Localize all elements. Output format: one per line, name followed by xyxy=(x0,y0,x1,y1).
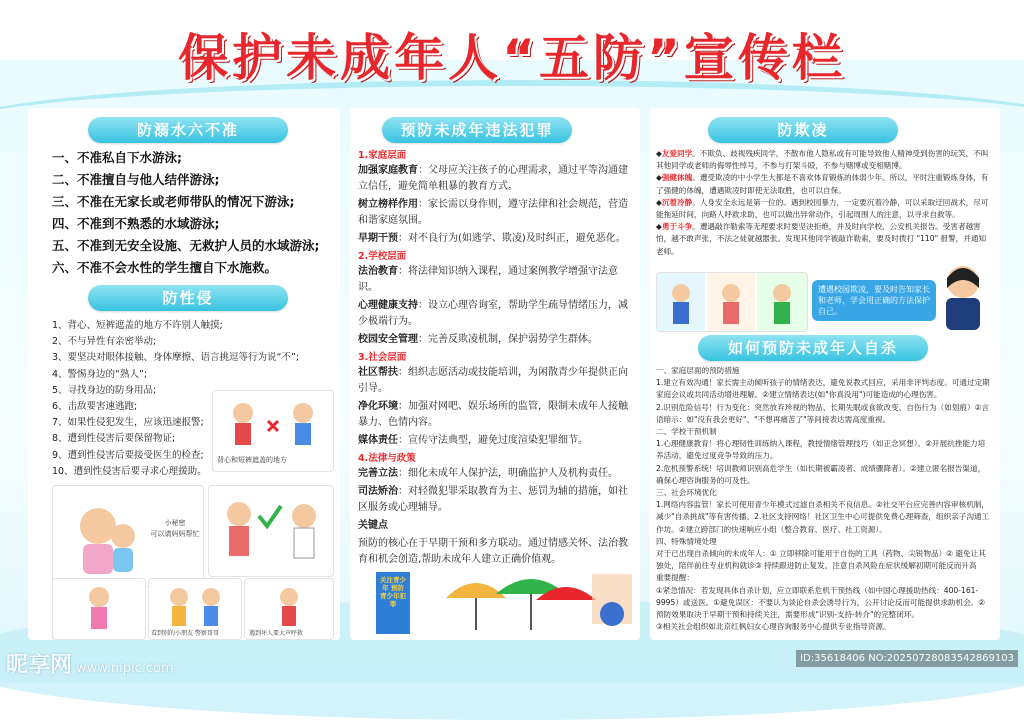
paragraph: 净化环境：加强对网吧、娱乐场所的监管，限制未成年人接触暴力、色情内容。 xyxy=(358,401,628,428)
drown-item: 二、不准擅自与他人结伴游泳; xyxy=(52,172,220,187)
assault-item: 5、寻找身边的防身用品; xyxy=(52,384,157,396)
illustration-secret xyxy=(52,485,204,587)
drown-section-title: 防溺水六不准 xyxy=(88,117,288,143)
assault-item: 4、警惕身边的“熟人”; xyxy=(52,368,148,380)
suicide-line: 对于已出现自杀倾向的未成年人：① 立即移除可能用于自伤的工具（药物、尖锐物品）② 避免让其独处，陪伴前往专业机构就诊③ 持续跟进防止复发，注意自杀风险在症状缓解初期可能反而升高 xyxy=(656,549,986,571)
watermark-id: ID:35618406 NO:20250728083542869103 xyxy=(796,650,1018,667)
page-title: 保护未成年人“五防”宣传栏 xyxy=(178,29,846,87)
closing-paragraph: 预防的核心在于早期干预和多方联动。通过情感关怀、法治教育和机会创造,帮助未成年人建立正确价值观。 xyxy=(358,538,628,565)
illustration-bully-comic xyxy=(656,272,808,332)
assault-section-title: 防性侵 xyxy=(88,285,288,311)
paragraph: 完善立法：细化未成年人保护法，明确监护人及机构责任。 xyxy=(358,468,618,479)
bully-item: ◆勇于斗争。遭遇敲诈勒索等无理要求时要坚决拒绝，并及时向学校、公安机关报告。受害者越害怕，越不敢声张，不法之徒就越嚣张。发现其他同学被敲诈勒索，要及时拨打 "110" 报警，并通知老师。 xyxy=(656,222,987,256)
paragraph: 树立榜样作用：家长需以身作则，遵守法律和社会规范，营造和谐家庭氛围。 xyxy=(358,199,628,226)
cartoon-child-icon xyxy=(53,579,145,639)
teacher-icon xyxy=(932,258,994,330)
drown-item: 六、不准不会水性的学生擅自下水施救。 xyxy=(52,260,278,275)
suicide-line: 三、社会环境优化 xyxy=(656,488,717,498)
bully-section-title: 防欺凌 xyxy=(708,117,898,143)
paragraph: 司法矫治：对轻微犯罪采取教育为主、惩罚为辅的措施，如社区服务或心理辅导。 xyxy=(358,486,628,513)
illustration-caption: 遇到坏人要大声呼救 xyxy=(249,630,304,637)
assault-item: 7、如果性侵犯发生，应该迅速报警; xyxy=(52,417,204,429)
bully-speech-bubble: 遭遇校园欺凌，要及时告知家长和老师，学会用正确的方法保护自己。 xyxy=(812,280,936,321)
drown-item: 三、不准在无家长或老师带队的情况下游泳; xyxy=(52,194,295,209)
suicide-line: 重要提醒： xyxy=(656,573,694,583)
cartoon-doctor-icon xyxy=(209,486,333,576)
cartoon-students-icon xyxy=(657,273,807,331)
illustration-caption: 背心和短裤遮盖的地方 xyxy=(217,456,287,464)
paragraph: 早期干预：对不良行为(如逃学、欺凌)及时纠正，避免恶化。 xyxy=(358,233,626,244)
assault-item: 3、要坚决对眼体接触、身体摩擦、语言挑逗等行为说“不”; xyxy=(52,352,300,364)
drown-item: 一、不准私自下水游泳; xyxy=(52,150,182,165)
paragraph: 媒体责任：宣传守法典型，避免过度渲染犯罪细节。 xyxy=(358,435,588,446)
suicide-line: 2.识别危险信号！行为变化：突然放弃珍视的物品、长期失眠或食欲改变、自伤行为（如划痕）②言语暗示：如"没有我会更好"、"不想再痛苦了"等间接表达需高度重视。 xyxy=(656,402,989,424)
suicide-line: 1.网络内容监管！家长可使用青少年模式过滤自杀相关不良信息。②社交平台应完善内容审核机制，减少"自杀挑战"等有害传播。2.社区支持网络！社区卫生中心可提供免费心理筛查，组织亲子沟通工作坊。②建立跨部门的快速响应小组（整合教育、医疗、社工资源）。 xyxy=(656,500,990,534)
section-heading: 2.学校层面 xyxy=(358,251,407,262)
suicide-section-title: 如何预防未成年人自杀 xyxy=(698,335,928,361)
suicide-line: ①紧急情况：若发现具体自杀计划，应立即联系危机干预热线（如中国心理援助热线：400-161-9995）或送医。①避免误区：不要认为谈论自杀会诱导行为，公开讨论反而可能提供求助机会。②预防效果取决于早期干预和持续关注，需要形成"识别-支持-转介"的完整闭环。 xyxy=(656,585,986,620)
illustration-teacher xyxy=(932,258,994,330)
paragraph: 社区帮扶：组织志愿活动或技能培训，为闲散青少年提供正向引导。 xyxy=(358,367,628,394)
illustration-umbrella-banner xyxy=(356,568,636,640)
bully-content xyxy=(656,148,990,258)
suicide-line: ③相关社会组织如北京红枫妇女心理咨询服务中心提供专业指导资源。 xyxy=(656,622,891,632)
crime-content xyxy=(358,148,634,570)
section-heading: 3.社会层面 xyxy=(358,352,407,363)
paragraph: 心理健康支持：设立心理咨询室，帮助学生疏导情绪压力，减少极端行为。 xyxy=(358,300,628,327)
suicide-line: 1.建立有效沟通！家长需主动倾听孩子的情绪表达，避免说教式回应，采用非评判态度。可通过定期家庭会议或共同活动增进理解。②建立情绪表达(如"你真没用")可能造成的心理伤害。 xyxy=(656,378,990,400)
assault-item: 6、击敌要害速逃跑; xyxy=(52,401,138,413)
drown-list xyxy=(52,147,342,279)
assault-item: 8、遭到性侵害后要保留物证; xyxy=(52,433,176,445)
illustration-police xyxy=(52,578,146,640)
suicide-content xyxy=(656,365,990,633)
paragraph: 法治教育：将法律知识纳入课程，通过案例教学增强守法意识。 xyxy=(358,266,618,293)
banner-text: 关注青少年 预防青少年犯罪 xyxy=(380,576,406,608)
suicide-line: 2.危机预警系统！培训教师识别高危学生（如长期被霸凌者、成绩骤降者）。②建立匿名报告渠道，确保心理咨询服务的可及性。 xyxy=(656,463,986,485)
watermark-logo: 昵享网 www.nipic.com xyxy=(6,653,174,678)
crime-section-title: 预防未成年违法犯罪 xyxy=(382,117,572,143)
drown-item: 五、不准到无安全设施、无救护人员的水域游泳; xyxy=(52,238,320,253)
illustration-doctor xyxy=(208,485,334,577)
paragraph: 校园安全管理：完善反欺凌机制，保护弱势学生群体。 xyxy=(358,334,598,345)
illustration-caption: 小秘密 可以请妈妈帮忙 xyxy=(150,519,200,538)
bully-item: ◆沉着冷静。人身安全永远是第一位的。遇到校园暴力，一定要沉着冷静，可以采取迂回战术，尽可能拖延时间，向路人呼救求助，也可以做出异常动作，引起周围人的注意，以寻求自救等。 xyxy=(656,197,989,220)
assault-item: 10、遭到性侵害后要寻求心理援助。 xyxy=(52,465,207,477)
bully-item: ◆友爱同学。不欺负、歧视残疾同学，不散布他人隐私或有可能导致他人精神受到伤害的玩笑，不叫其他同学或老师的侮辱性绰号，不参与打架斗殴，不参与赌博或变相赌博。 xyxy=(656,149,989,171)
assault-item: 2、不与异性有亲密举动; xyxy=(52,336,157,348)
section-heading: 4.法律与政策 xyxy=(358,453,416,464)
illustration-caption: 看到别的小朋友 警察哥哥 xyxy=(151,630,219,637)
drown-item: 四、不准到不熟悉的水域游泳; xyxy=(52,216,220,231)
bully-item: ◆强健体魄。遭受欺凌的中小学生大都是不喜欢体育锻炼的体弱少年。所以，平时注重锻炼身体，有了强健的体魄，遭遇欺凌时即使无法取胜，也可以自保。 xyxy=(656,173,989,195)
section-heading: 1.家庭层面 xyxy=(358,150,407,161)
illustration-friends xyxy=(148,578,242,640)
paragraph: 关键点 xyxy=(358,520,388,531)
illustration-children-underwear xyxy=(212,390,334,472)
suicide-line: 1.心理健康教育！将心理韧性训练纳入课程，教授情绪管理技巧（如正念冥想）。②开展抗挫能力培养活动，避免过度竞争导致的压力。 xyxy=(656,439,986,461)
suicide-line: 一、家庭层面的预防措施 xyxy=(656,366,740,375)
paragraph: 加强家庭教育：父母应关注孩子的心理需求，通过平等沟通建立信任，避免简单粗暴的教育方式。 xyxy=(358,165,628,192)
assault-item: 9、遭到性侵害后要接受医生的检查; xyxy=(52,449,204,461)
illustration-shout xyxy=(244,578,334,640)
suicide-line: 二、学校干预机制 xyxy=(656,427,717,437)
suicide-line: 四、特殊情境处理 xyxy=(656,536,717,546)
assault-item: 1、背心、短裤遮盖的地方不许别人触摸; xyxy=(52,320,223,331)
